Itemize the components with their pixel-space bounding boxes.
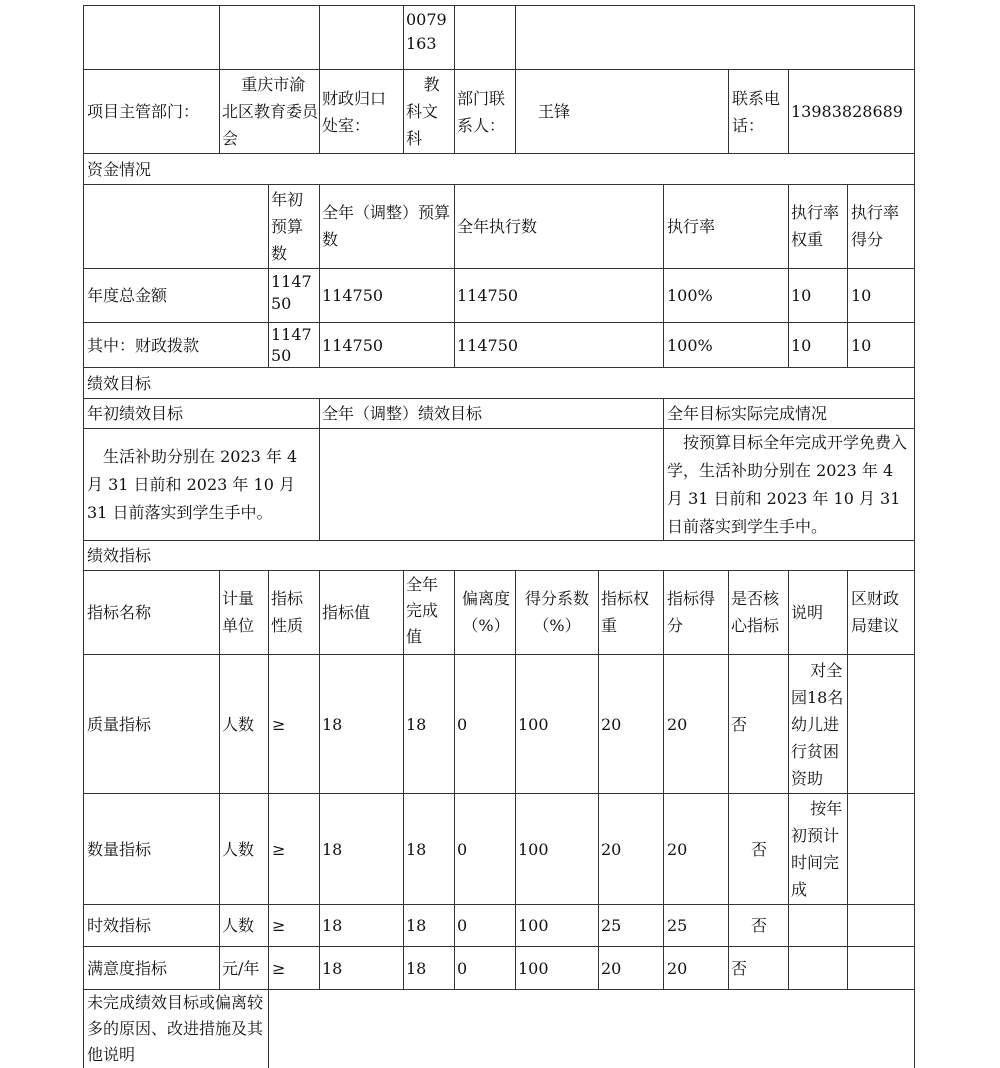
ind-header-core: 是否核心指标	[731, 589, 780, 635]
funds-row-initial: 114750	[271, 272, 312, 313]
ind-coef: 100	[518, 916, 549, 935]
ind-coef: 100	[518, 714, 549, 734]
goals-col-adjusted: 全年（调整）绩效目标	[322, 404, 483, 423]
ind-coef: 100	[518, 958, 549, 978]
ind-deviation: 0	[457, 714, 468, 734]
ind-nature: ≥	[272, 714, 286, 734]
ind-weight: 20	[601, 714, 622, 734]
goals-col-initial: 年初绩效目标	[87, 404, 184, 423]
goals-col-actual: 全年目标实际完成情况	[667, 404, 828, 423]
dept-label: 项目主管部门：	[87, 102, 200, 121]
contact-value: 王锋	[538, 102, 571, 121]
ind-name: 时效指标	[87, 916, 152, 935]
funds-header-score: 执行率得分	[851, 203, 900, 249]
ind-coef: 100	[518, 839, 549, 859]
ind-name: 满意度指标	[87, 958, 168, 978]
ind-done: 18	[406, 714, 427, 734]
ind-value: 18	[322, 714, 343, 734]
ind-deviation: 0	[457, 839, 468, 859]
ind-note: 按年初预计时间完成	[791, 799, 843, 899]
ind-deviation: 0	[457, 958, 468, 978]
ind-core: 否	[750, 916, 767, 935]
funds-row-label: 年度总金额	[87, 286, 168, 305]
finance-office-label: 财政归口处室：	[322, 88, 387, 135]
funds-row-score: 10	[851, 286, 872, 305]
funds-row-weight: 10	[791, 335, 812, 355]
ind-unit: 元/年	[222, 958, 260, 978]
funds-section-title: 资金情况	[87, 159, 152, 179]
funds-row-executed: 114750	[457, 286, 519, 305]
ind-core: 否	[750, 839, 767, 859]
finance-office-value: 教科文科	[406, 75, 440, 148]
ind-header-weight: 指标权重	[601, 589, 650, 635]
funds-header-initial: 年初预算数	[271, 190, 304, 263]
ind-header-nature: 指标性质	[271, 589, 304, 635]
goals-actual-text: 按预算目标全年完成开学免费入学，生活补助分别在 2023 年 4 月 31 日前和 2023 年 10 月 31 日前落实到学生手中。	[667, 433, 908, 536]
funds-row-weight: 10	[791, 286, 812, 305]
ind-score: 25	[667, 916, 688, 935]
funds-header-weight: 执行率权重	[791, 203, 840, 249]
ind-nature: ≥	[272, 958, 286, 978]
ind-weight: 25	[601, 916, 622, 935]
funds-row-executed: 114750	[457, 335, 519, 355]
ind-weight: 20	[601, 839, 622, 859]
funds-header-rate: 执行率	[667, 217, 716, 236]
ind-header-score: 指标得分	[667, 589, 716, 635]
funds-header-executed: 全年执行数	[457, 217, 538, 236]
ind-nature: ≥	[272, 839, 286, 859]
contact-label: 部门联系人：	[457, 88, 506, 135]
ind-header-value: 指标值	[322, 603, 371, 622]
ind-value: 18	[322, 958, 343, 978]
top-code-fragment: 0079163	[406, 10, 447, 53]
funds-row-adjusted: 114750	[322, 286, 384, 305]
ind-header-done: 全年完成值	[406, 575, 439, 646]
goals-initial-text: 生活补助分别在 2023 年 4 月 31 日前和 2023 年 10 月 31 日前落实到学生手中。	[87, 447, 298, 522]
ind-unit: 人数	[222, 839, 255, 859]
ind-score: 20	[667, 839, 688, 859]
ind-core: 否	[731, 714, 748, 734]
ind-core: 否	[731, 958, 748, 978]
ind-done: 18	[406, 916, 427, 935]
funds-row-rate: 100%	[667, 286, 713, 305]
funds-row-rate: 100%	[667, 335, 713, 355]
ind-nature: ≥	[272, 916, 286, 935]
ind-header-unit: 计量单位	[222, 589, 255, 635]
ind-header-name: 指标名称	[87, 603, 152, 622]
indicators-section-title: 绩效指标	[87, 546, 152, 565]
ind-score: 20	[667, 714, 688, 734]
ind-header-deviation: 偏离度（%）	[461, 589, 510, 635]
footer-label: 未完成绩效目标或偏离较多的原因、改进措施及其他说明	[87, 993, 264, 1064]
ind-name: 质量指标	[87, 714, 152, 734]
funds-header-adjusted: 全年（调整）预算数	[322, 203, 451, 249]
ind-note: 对全园18名幼儿进行贫困资助	[791, 661, 844, 788]
ind-name: 数量指标	[87, 839, 152, 859]
goals-section-title: 绩效目标	[87, 373, 152, 393]
ind-unit: 人数	[222, 916, 255, 935]
ind-value: 18	[322, 916, 343, 935]
funds-row-label: 其中：财政拨款	[87, 335, 200, 355]
funds-row-initial: 114750	[271, 325, 312, 365]
ind-score: 20	[667, 958, 688, 978]
dept-value: 重庆市渝北区教育委员会	[222, 75, 319, 148]
ind-header-note: 说明	[791, 603, 824, 622]
funds-row-adjusted: 114750	[322, 335, 384, 355]
ind-done: 18	[406, 958, 427, 978]
funds-row-score: 10	[851, 335, 872, 355]
ind-value: 18	[322, 839, 343, 859]
phone-value: 13983828689	[791, 102, 903, 121]
ind-deviation: 0	[457, 916, 468, 935]
ind-weight: 20	[601, 958, 622, 978]
ind-header-coef: 得分系数（%）	[524, 589, 589, 635]
ind-unit: 人数	[222, 714, 255, 734]
ind-done: 18	[406, 839, 427, 859]
phone-label: 联系电话：	[732, 88, 781, 135]
ind-header-advice: 区财政局建议	[851, 589, 900, 635]
